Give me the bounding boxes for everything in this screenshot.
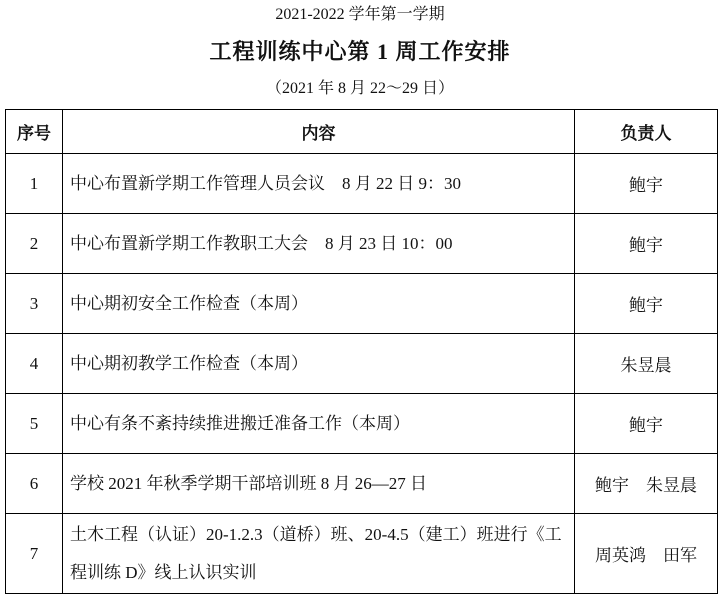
row-content: 中心期初教学工作检查（本周） [63,334,575,394]
row-index: 3 [6,274,63,334]
row-owner: 朱昱晨 [575,334,718,394]
row-index: 6 [6,454,63,514]
row-index: 7 [6,514,63,594]
row-owner: 鲍宇 [575,214,718,274]
row-owner: 周英鸿 田军 [575,514,718,594]
row-index: 2 [6,214,63,274]
row-owner: 鲍宇 朱昱晨 [575,454,718,514]
row-index: 1 [6,154,63,214]
row-content: 中心布置新学期工作管理人员会议 8 月 22 日 9：30 [63,154,575,214]
row-index: 5 [6,394,63,454]
table-header-row [6,110,718,154]
work-schedule-table [5,109,718,594]
document-page [0,4,720,603]
page-title: 工程训练中心第 1 周工作安排 [209,39,511,64]
row-content: 中心布置新学期工作教职工大会 8 月 23 日 10：00 [63,214,575,274]
row-owner: 鲍宇 [575,274,718,334]
column-header-content: 内容 [63,110,575,154]
row-content: 学校 2021 年秋季学期干部培训班 8 月 26—27 日 [63,454,575,514]
row-content: 土木工程（认证）20-1.2.3（道桥）班、20-4.5（建工）班进行《工程训练 D》线上认识实训 [63,514,575,594]
table-row [6,514,718,594]
table-row [6,214,718,274]
row-owner: 鲍宇 [575,394,718,454]
column-header-index: 序号 [6,110,63,154]
date-range: （2021 年 8 月 22～29 日） [265,80,454,97]
row-content: 中心期初安全工作检查（本周） [63,274,575,334]
table-row [6,454,718,514]
table-row [6,274,718,334]
table-row [6,334,718,394]
row-content: 中心有条不紊持续推进搬迁准备工作（本周） [63,394,575,454]
row-index: 4 [6,334,63,394]
term-line: 2021-2022 学年第一学期 [275,6,445,23]
row-owner: 鲍宇 [575,154,718,214]
table-row [6,394,718,454]
table-row [6,154,718,214]
column-header-owner: 负责人 [575,110,718,154]
